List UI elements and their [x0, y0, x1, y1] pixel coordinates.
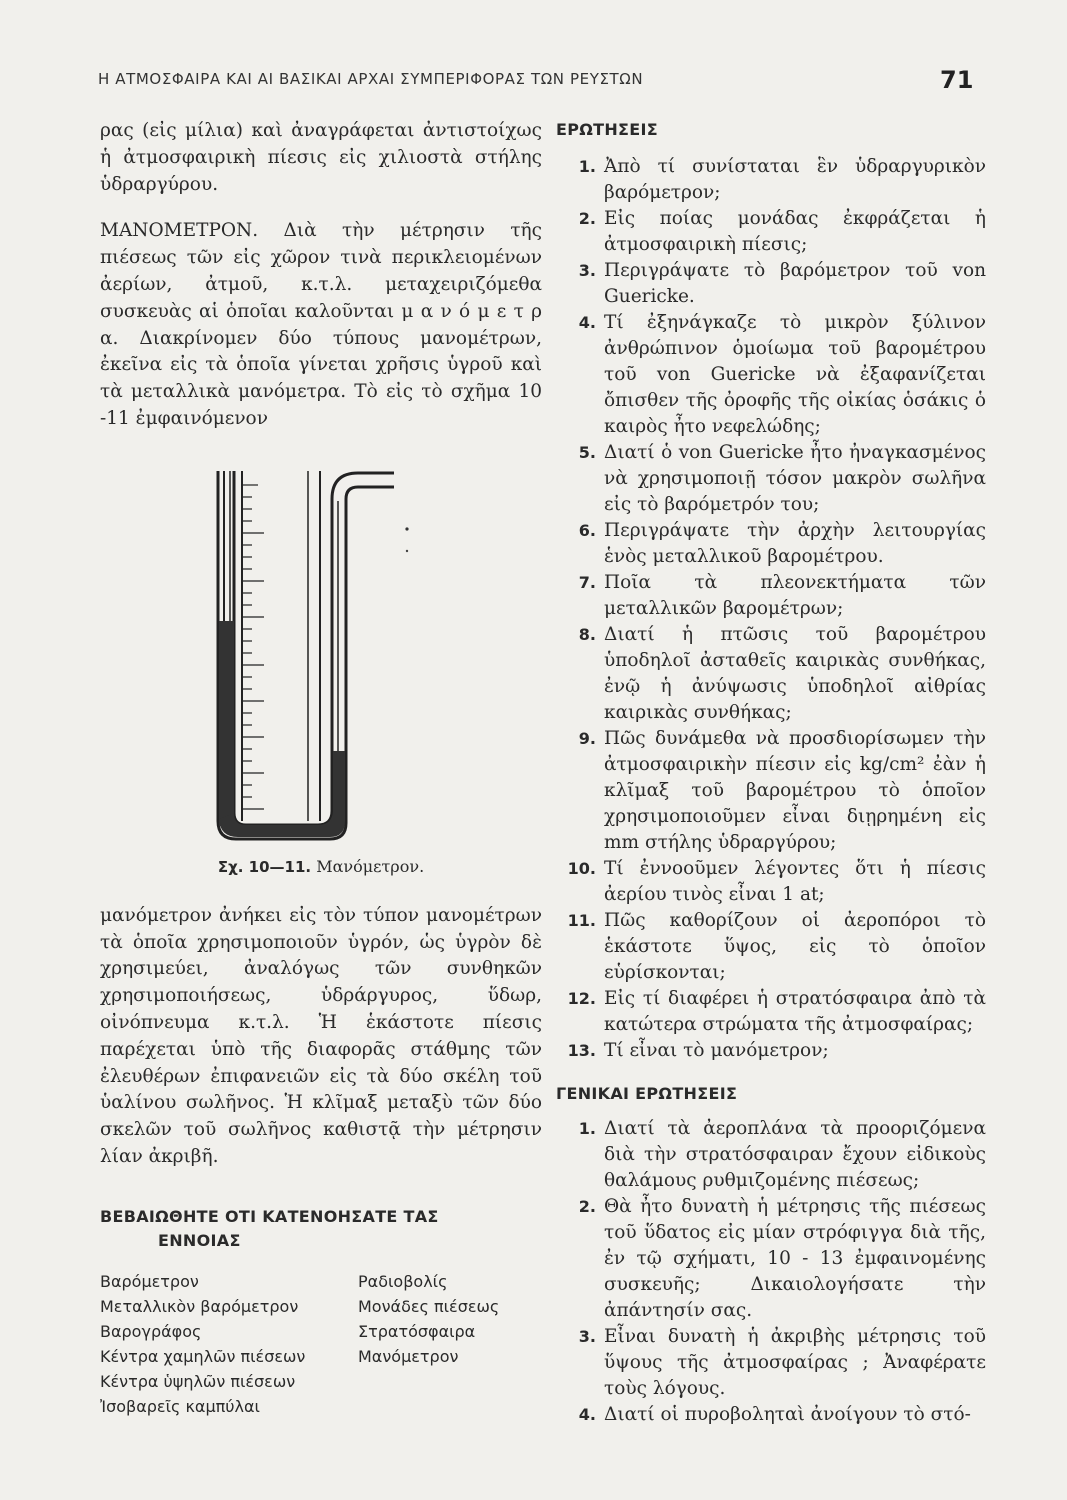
general-question-item: 2. Θὰ ἦτο δυνατὴ ἡ μέτρησις τῆς πιέσεως τοῦ ὕδατος εἰς μίαν στρόφιγγα διὰ τῆς, ἐν τῷ σχήματι, 10 - 13 ἐμφαινομένης συσκευῆς; Δικαιολογήσατε τὴν ἀπάντησίν σας.	[578, 1196, 986, 1321]
concept-item: Κέντρα χαμηλῶν πιέσεων	[100, 1346, 306, 1366]
concepts-list	[100, 1269, 542, 1419]
left-column	[100, 118, 542, 1419]
concept-item: Μανόμετρον	[358, 1346, 459, 1366]
question-item: 1. Ἀπὸ τί συνίσταται ἓν ὑδραργυρικὸν βαρόμετρον;	[578, 156, 986, 203]
tube-outer-wall	[218, 471, 394, 839]
general-question-item: 1. Διατί τὰ ἀεροπλάνα τὰ προοριζόμενα διὰ τὴν στρατόσφαιραν ἔχουν εἰδικοὺς θαλάμους ρυθμιζομένης πιέσεως;	[578, 1118, 986, 1191]
page-number: 71	[940, 66, 974, 94]
question-item: 12. Εἰς τί διαφέρει ἡ στρατόσφαιρα ἀπὸ τὰ κατώτερα στρώματα τῆς ἀτμοσφαίρας;	[567, 988, 986, 1035]
right-column	[556, 118, 986, 1428]
concept-item	[358, 1394, 538, 1419]
concept-item: Βαρόμετρον	[100, 1271, 199, 1291]
concept-item: Ραδιοβολίς	[358, 1271, 448, 1291]
questions-list	[556, 154, 986, 1064]
question-item: 8. Διατί ἡ πτῶσις τοῦ βαρομέτρου ὑποδηλοῖ ἀσταθεῖς καιρικὰς συνθήκας, ἐνῷ ἡ ἀνύψωσις ὑποδηλοῖ αἰθρίας καιρικὰς συνθήκας;	[578, 624, 986, 723]
general-question-item: 3. Εἶναι δυνατὴ ἡ ἀκριβὴς μέτρησις τοῦ ὕψους τῆς ἀτμοσφαίρας ; Ἀναφέρατε τοὺς λόγους.	[578, 1326, 986, 1399]
running-head: Η ΑΤΜΟΣΦΑΙΡΑ ΚΑΙ ΑΙ ΒΑΣΙΚΑΙ ΑΡΧΑΙ ΣΥΜΠΕΡΙΦΟΡΑΣ ΤΩΝ ΡΕΥΣΤΩΝ	[98, 70, 644, 88]
figure-dot	[405, 527, 408, 530]
question-item: 9. Πῶς δυνάμεθα νὰ προσδιορίσωμεν τὴν ἀτμοσφαιρικὴν πίεσιν εἰς kg/cm² ἐὰν ἡ κλῖμαξ τοῦ βαρομέτρου τὸ ὁποῖον χρησιμοποιοῦμεν εἶναι διῃρημένη εἰς mm στήλης ὑδραργύρου;	[578, 728, 986, 853]
question-item: 5. Διατί ὁ von Guericke ἦτο ἠναγκασμένος νὰ χρησιμοποιῇ τόσον μακρὸν σωλῆνα εἰς τὸ βαρόμετρόν του;	[578, 442, 986, 515]
figure-dot	[406, 550, 408, 552]
question-item: 6. Περιγράψατε τὴν ἀρχὴν λειτουργίας ἑνὸς μεταλλικοῦ βαρομέτρου.	[578, 520, 986, 567]
general-questions-list	[556, 1116, 986, 1428]
general-question-item: 4. Διατί οἱ πυροβοληταὶ ἀνοίγουν τὸ στό-	[578, 1404, 971, 1425]
question-item: 3. Περιγράψατε τὸ βαρόμετρον τοῦ von Guericke.	[578, 260, 986, 307]
tube-inner-wall	[234, 471, 394, 825]
figure-caption	[100, 857, 542, 876]
figure-number: Σχ. 10—11.	[217, 857, 312, 876]
question-item: 7. Ποῖα τὰ πλεονεκτήματα τῶν μεταλλικῶν βαρομέτρων;	[578, 572, 986, 619]
concept-item: Βαρογράφος	[100, 1321, 202, 1341]
concept-item: Μεταλλικὸν βαρόμετρον	[100, 1296, 299, 1316]
manometer-description: μανόμετρον ἀνήκει εἰς τὸν τύπον μανομέτρων τὰ ὁποῖα χρησιμοποιοῦν ὑγρόν, ὡς ὑγρὸν δὲ χρησιμεύει, ἀναλόγως τῶν συνθηκῶν χρησιμοποιήσεως, ὑδράργυρος, ὕδωρ, οἰνόπνευμα κ.τ.λ. Ἡ ἑκάστοτε πίεσις παρέχεται ὑπὸ τῆς διαφορᾶς στάθμης τῶν ἐλευθέρων ἐπιφανειῶν εἰς τὰ δύο σκέλη τοῦ ὑαλίνου σωλῆνος. Ἡ κλῖμαξ μεταξὺ τῶν δύο σκελῶν τοῦ σωλῆνος καθιστᾷ τὴν μέτρησιν λίαν ἀκριβῆ.	[100, 904, 542, 1167]
question-item: 11. Πῶς καθορίζουν οἱ ἀεροπόροι τὸ ἑκάστοτε ὕψος, εἰς τὸ ὁποῖον εὑρίσκονται;	[567, 910, 986, 983]
concepts-title-line2: ΕΝΝΟΙΑΣ	[158, 1230, 241, 1250]
manometer-diagram	[180, 441, 480, 861]
concepts-title-line1: ΒΕΒΑΙΩΘΗΤΕ ΟΤΙ ΚΑΤΕΝΟΗΣΑΤΕ ΤΑΣ	[100, 1206, 439, 1226]
concept-item: Κέντρα ὑψηλῶν πιέσεων	[100, 1371, 296, 1391]
question-item: 4. Τί ἐξηνάγκαζε τὸ μικρὸν ξύλινον ἀνθρώπινον ὁμοίωμα τοῦ βαρομέτρου τοῦ von Guericke νὰ ἐξαφανίζεται ὄπισθεν τῆς ὀροφῆς τῆς οἰκίας ὁσάκις ὁ καιρὸς ἦτο νεφελώδης;	[578, 312, 986, 437]
figure-caption-text: Μανόμετρον.	[316, 856, 425, 876]
question-item: 13. Τί εἶναι τὸ μανόμετρον;	[567, 1040, 829, 1061]
general-questions-title: ΓΕΝΙΚΑΙ ΕΡΩΤΗΣΕΙΣ	[556, 1084, 738, 1103]
manometer-paragraph: ΜΑΝΟΜΕΤΡΟΝ. Διὰ τὴν μέτρησιν τῆς πιέσεως τῶν εἰς χῶρον τινὰ περικλειομένων ἀερίων, ἀτμοῦ, κ.τ.λ. μεταχειριζόμεθα συσκευὰς αἱ ὁποῖαι καλοῦνται μ α ν ό μ ε τ ρ α. Διακρίνομεν δύο τύπους μανομέτρων, ἐκεῖνα εἰς τὰ ὁποῖα γίνεται χρῆσις ὑγροῦ καὶ τὰ μεταλλικὰ μανόμετρα. Τὸ εἰς τὸ σχῆμα 10 -11 ἐμφαινόμενον	[100, 220, 542, 429]
question-item: 10. Τί ἐννοοῦμεν λέγοντες ὅτι ἡ πίεσις ἀερίου τινὸς εἶναι 1 at;	[567, 858, 986, 905]
continued-paragraph: ρας (εἰς μίλια) καὶ ἀναγράφεται ἀντιστοίχως ἡ ἀτμοσφαιρικὴ πίεσις εἰς χιλιοστὰ στήλης ὑδραργύρου.	[100, 120, 542, 195]
questions-title: ΕΡΩΤΗΣΕΙΣ	[556, 120, 659, 139]
mercury-left-column	[219, 621, 234, 826]
concept-item	[358, 1369, 538, 1394]
question-item: 2. Εἰς ποίας μονάδας ἐκφράζεται ἡ ἀτμοσφαιρικὴ πίεσις;	[578, 208, 986, 255]
concepts-title	[100, 1205, 542, 1253]
concept-item: Μονάδες πιέσεως	[358, 1296, 500, 1316]
concept-item: Ἰσοβαρεῖς καμπύλαι	[100, 1396, 260, 1416]
scale-ticks	[242, 485, 264, 809]
figure-manometer	[100, 441, 542, 881]
concept-item: Στρατόσφαιρα	[358, 1321, 476, 1341]
